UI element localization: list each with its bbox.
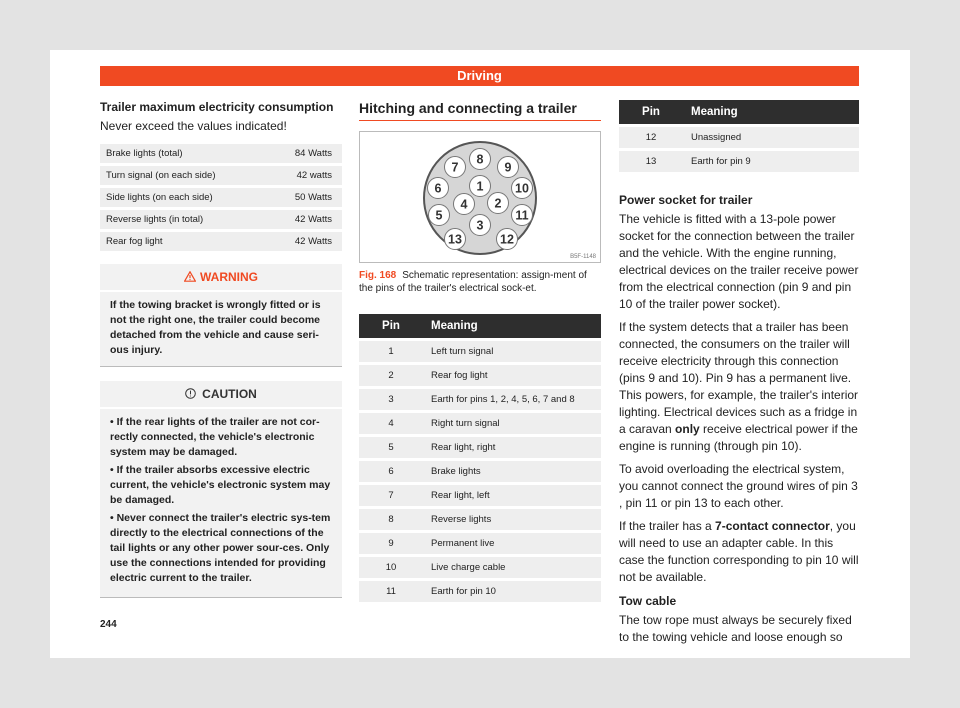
pin-row bbox=[359, 485, 601, 506]
socket-pin-13 bbox=[445, 229, 466, 250]
warning-box bbox=[100, 264, 342, 367]
socket-pin-label: 1 bbox=[476, 179, 484, 194]
pin-number: 8 bbox=[359, 509, 423, 530]
socket-pin-1 bbox=[470, 176, 491, 197]
pin-number: 13 bbox=[619, 151, 683, 172]
pin-table bbox=[359, 311, 601, 605]
pin-column-header: Pin bbox=[359, 314, 423, 338]
socket-pin-8 bbox=[470, 149, 491, 170]
caution-list bbox=[100, 409, 342, 597]
socket-pin-label: 10 bbox=[515, 181, 529, 196]
socket-pin-4 bbox=[454, 194, 475, 215]
socket-pin-3 bbox=[470, 215, 491, 236]
pin-number: 12 bbox=[619, 127, 683, 148]
pin-row bbox=[359, 581, 601, 602]
warning-title: WARNING bbox=[200, 270, 258, 284]
consumption-value: 42 Watts bbox=[268, 232, 342, 251]
chapter-header: Driving bbox=[100, 66, 859, 86]
pin-row bbox=[359, 533, 601, 554]
pin-row bbox=[619, 151, 859, 172]
consumption-value: 84 Watts bbox=[268, 144, 342, 163]
middle-column bbox=[359, 100, 601, 605]
socket-pin-label: 3 bbox=[476, 218, 484, 233]
pin-number: 5 bbox=[359, 437, 423, 458]
tow-cable-text: The tow rope must always be securely fixed to the towing vehicle and loose enough so bbox=[619, 613, 852, 644]
caution-box bbox=[100, 381, 342, 598]
pin-meaning: Rear light, right bbox=[423, 437, 601, 458]
pin-number: 7 bbox=[359, 485, 423, 506]
power-socket-paragraph: If the trailer has a 7-contact connector, you will need to use an adapter cable. In this case the function corresponding to pin 10 will not be available. bbox=[619, 519, 859, 584]
pin-column-header: Pin bbox=[619, 100, 683, 124]
pin-meaning: Permanent live bbox=[423, 533, 601, 554]
socket-pin-11 bbox=[512, 205, 533, 226]
pin-row bbox=[359, 341, 601, 362]
pin-row bbox=[619, 127, 859, 148]
socket-pin-label: 2 bbox=[494, 196, 502, 211]
figure-caption: Fig. 168 Schematic representation: assign-ment of the pins of the trailer's electrical sock-et. bbox=[359, 270, 587, 294]
right-column bbox=[619, 100, 859, 652]
pin-meaning: Unassigned bbox=[683, 127, 859, 148]
socket-pin-7 bbox=[445, 157, 466, 178]
socket-pin-9 bbox=[498, 157, 519, 178]
pin-meaning: Rear light, left bbox=[423, 485, 601, 506]
pin-row bbox=[359, 365, 601, 386]
pin-meaning: Earth for pin 9 bbox=[683, 151, 859, 172]
consumption-row bbox=[100, 210, 342, 229]
socket-pin-5 bbox=[429, 205, 450, 226]
power-socket-paragraph: The vehicle is fitted with a 13-pole power socket for the connection between the trailer and the vehicle. With the engine running, electrical devices on the trailer receive power from the electrical connection (pin 9 and pin 10 of the trailer power socket). bbox=[619, 212, 859, 311]
pin-number: 6 bbox=[359, 461, 423, 482]
caution-item: • If the rear lights of the trailer are not cor-rectly connected, the vehicle's electronic system may be damaged. bbox=[110, 416, 320, 458]
caution-header bbox=[100, 381, 342, 409]
socket-pin-label: 12 bbox=[500, 232, 514, 247]
caution-item: • Never connect the trailer's electric sys-tem directly to the electrical connections of the tail lights or any other power sour-ces. Only use the connections intended for providing electric current to the trailer. bbox=[110, 512, 331, 584]
tow-cable-title: Tow cable bbox=[619, 594, 677, 608]
pin-number: 11 bbox=[359, 581, 423, 602]
caution-title: CAUTION bbox=[202, 387, 257, 401]
warning-triangle-icon bbox=[184, 271, 196, 282]
consumption-row bbox=[100, 166, 342, 185]
socket-pin-label: 6 bbox=[434, 181, 442, 196]
pin-row bbox=[359, 509, 601, 530]
consumption-item: Brake lights (total) bbox=[100, 144, 268, 163]
page-number: 244 bbox=[100, 619, 117, 630]
consumption-value: 42 watts bbox=[268, 166, 342, 185]
pin-number: 9 bbox=[359, 533, 423, 554]
socket-pin-label: 4 bbox=[460, 197, 468, 212]
pin-row bbox=[359, 413, 601, 434]
figure-label: Fig. 168 bbox=[359, 270, 397, 281]
power-socket-paragraph: If the system detects that a trailer has been connected, the consumers on the trailer will receive electricity through this connection (pins 9 and 10). Pin 9 has a permanent live. This powers, for example, the trailer's interior lighting. Electrical devices such as a fridge in a caravan only receive electrical power if the engine is running (through pin 10). bbox=[619, 320, 859, 453]
consumption-row bbox=[100, 232, 342, 251]
consumption-item: Turn signal (on each side) bbox=[100, 166, 268, 185]
consumption-row bbox=[100, 144, 342, 163]
consumption-item: Rear fog light bbox=[100, 232, 268, 251]
meaning-column-header: Meaning bbox=[683, 100, 859, 124]
pin-number: 4 bbox=[359, 413, 423, 434]
warning-header bbox=[100, 264, 342, 292]
pin-number: 1 bbox=[359, 341, 423, 362]
pin-meaning: Live charge cable bbox=[423, 557, 601, 578]
pin-table-continued bbox=[619, 97, 859, 175]
socket-pin-12 bbox=[497, 229, 518, 250]
warning-text: If the towing bracket is wrongly fitted or is not the right one, the trailer could become detached from the vehicle and cause seri-ous injury. bbox=[110, 299, 321, 356]
socket-pin-label: 5 bbox=[435, 208, 443, 223]
consumption-row bbox=[100, 188, 342, 207]
socket-pin-label: 7 bbox=[451, 160, 459, 175]
socket-pin-label: 13 bbox=[448, 232, 462, 247]
pin-meaning: Right turn signal bbox=[423, 413, 601, 434]
socket-pin-label: 8 bbox=[476, 152, 484, 167]
consumption-value: 42 Watts bbox=[268, 210, 342, 229]
pin-row bbox=[359, 557, 601, 578]
socket-pin-10 bbox=[512, 178, 533, 199]
meaning-column-header: Meaning bbox=[423, 314, 601, 338]
consumption-item: Reverse lights (in total) bbox=[100, 210, 268, 229]
socket-pin-6 bbox=[428, 178, 449, 199]
pin-meaning: Earth for pin 10 bbox=[423, 581, 601, 602]
left-column bbox=[100, 100, 342, 598]
consumption-intro: Never exceed the values indicated! bbox=[100, 119, 287, 133]
pin-number: 10 bbox=[359, 557, 423, 578]
pin-meaning: Earth for pins 1, 2, 4, 5, 6, 7 and 8 bbox=[423, 389, 601, 410]
pin-number: 2 bbox=[359, 365, 423, 386]
pin-row bbox=[359, 461, 601, 482]
power-socket-paragraph: To avoid overloading the electrical system, you cannot connect the ground wires of pin 3 , pin 11 or pin 13 to each other. bbox=[619, 462, 858, 510]
power-socket-title: Power socket for trailer bbox=[619, 193, 753, 207]
consumption-title: Trailer maximum electricity consumption bbox=[100, 100, 334, 114]
pin-meaning: Left turn signal bbox=[423, 341, 601, 362]
pin-meaning: Brake lights bbox=[423, 461, 601, 482]
section-title: Hitching and connecting a trailer bbox=[359, 100, 601, 121]
pin-row bbox=[359, 389, 601, 410]
pin-table-header bbox=[619, 100, 859, 124]
consumption-item: Side lights (on each side) bbox=[100, 188, 268, 207]
consumption-value: 50 Watts bbox=[268, 188, 342, 207]
pin-meaning: Reverse lights bbox=[423, 509, 601, 530]
socket-pin-label: 9 bbox=[504, 160, 512, 175]
pin-table-header bbox=[359, 314, 601, 338]
socket-pin-label: 11 bbox=[515, 208, 529, 223]
pin-number: 3 bbox=[359, 389, 423, 410]
socket-pin-2 bbox=[488, 193, 509, 214]
consumption-table bbox=[100, 141, 342, 254]
pin-row bbox=[359, 437, 601, 458]
caution-item: • If the trailer absorbs excessive electric current, the vehicle's electronic system may be damaged. bbox=[110, 464, 331, 506]
pin-meaning: Rear fog light bbox=[423, 365, 601, 386]
caution-circle-icon bbox=[185, 388, 196, 399]
figure-code: B5F-1148 bbox=[570, 254, 596, 260]
socket-figure bbox=[359, 131, 601, 263]
trailer-socket-diagram bbox=[360, 132, 600, 262]
